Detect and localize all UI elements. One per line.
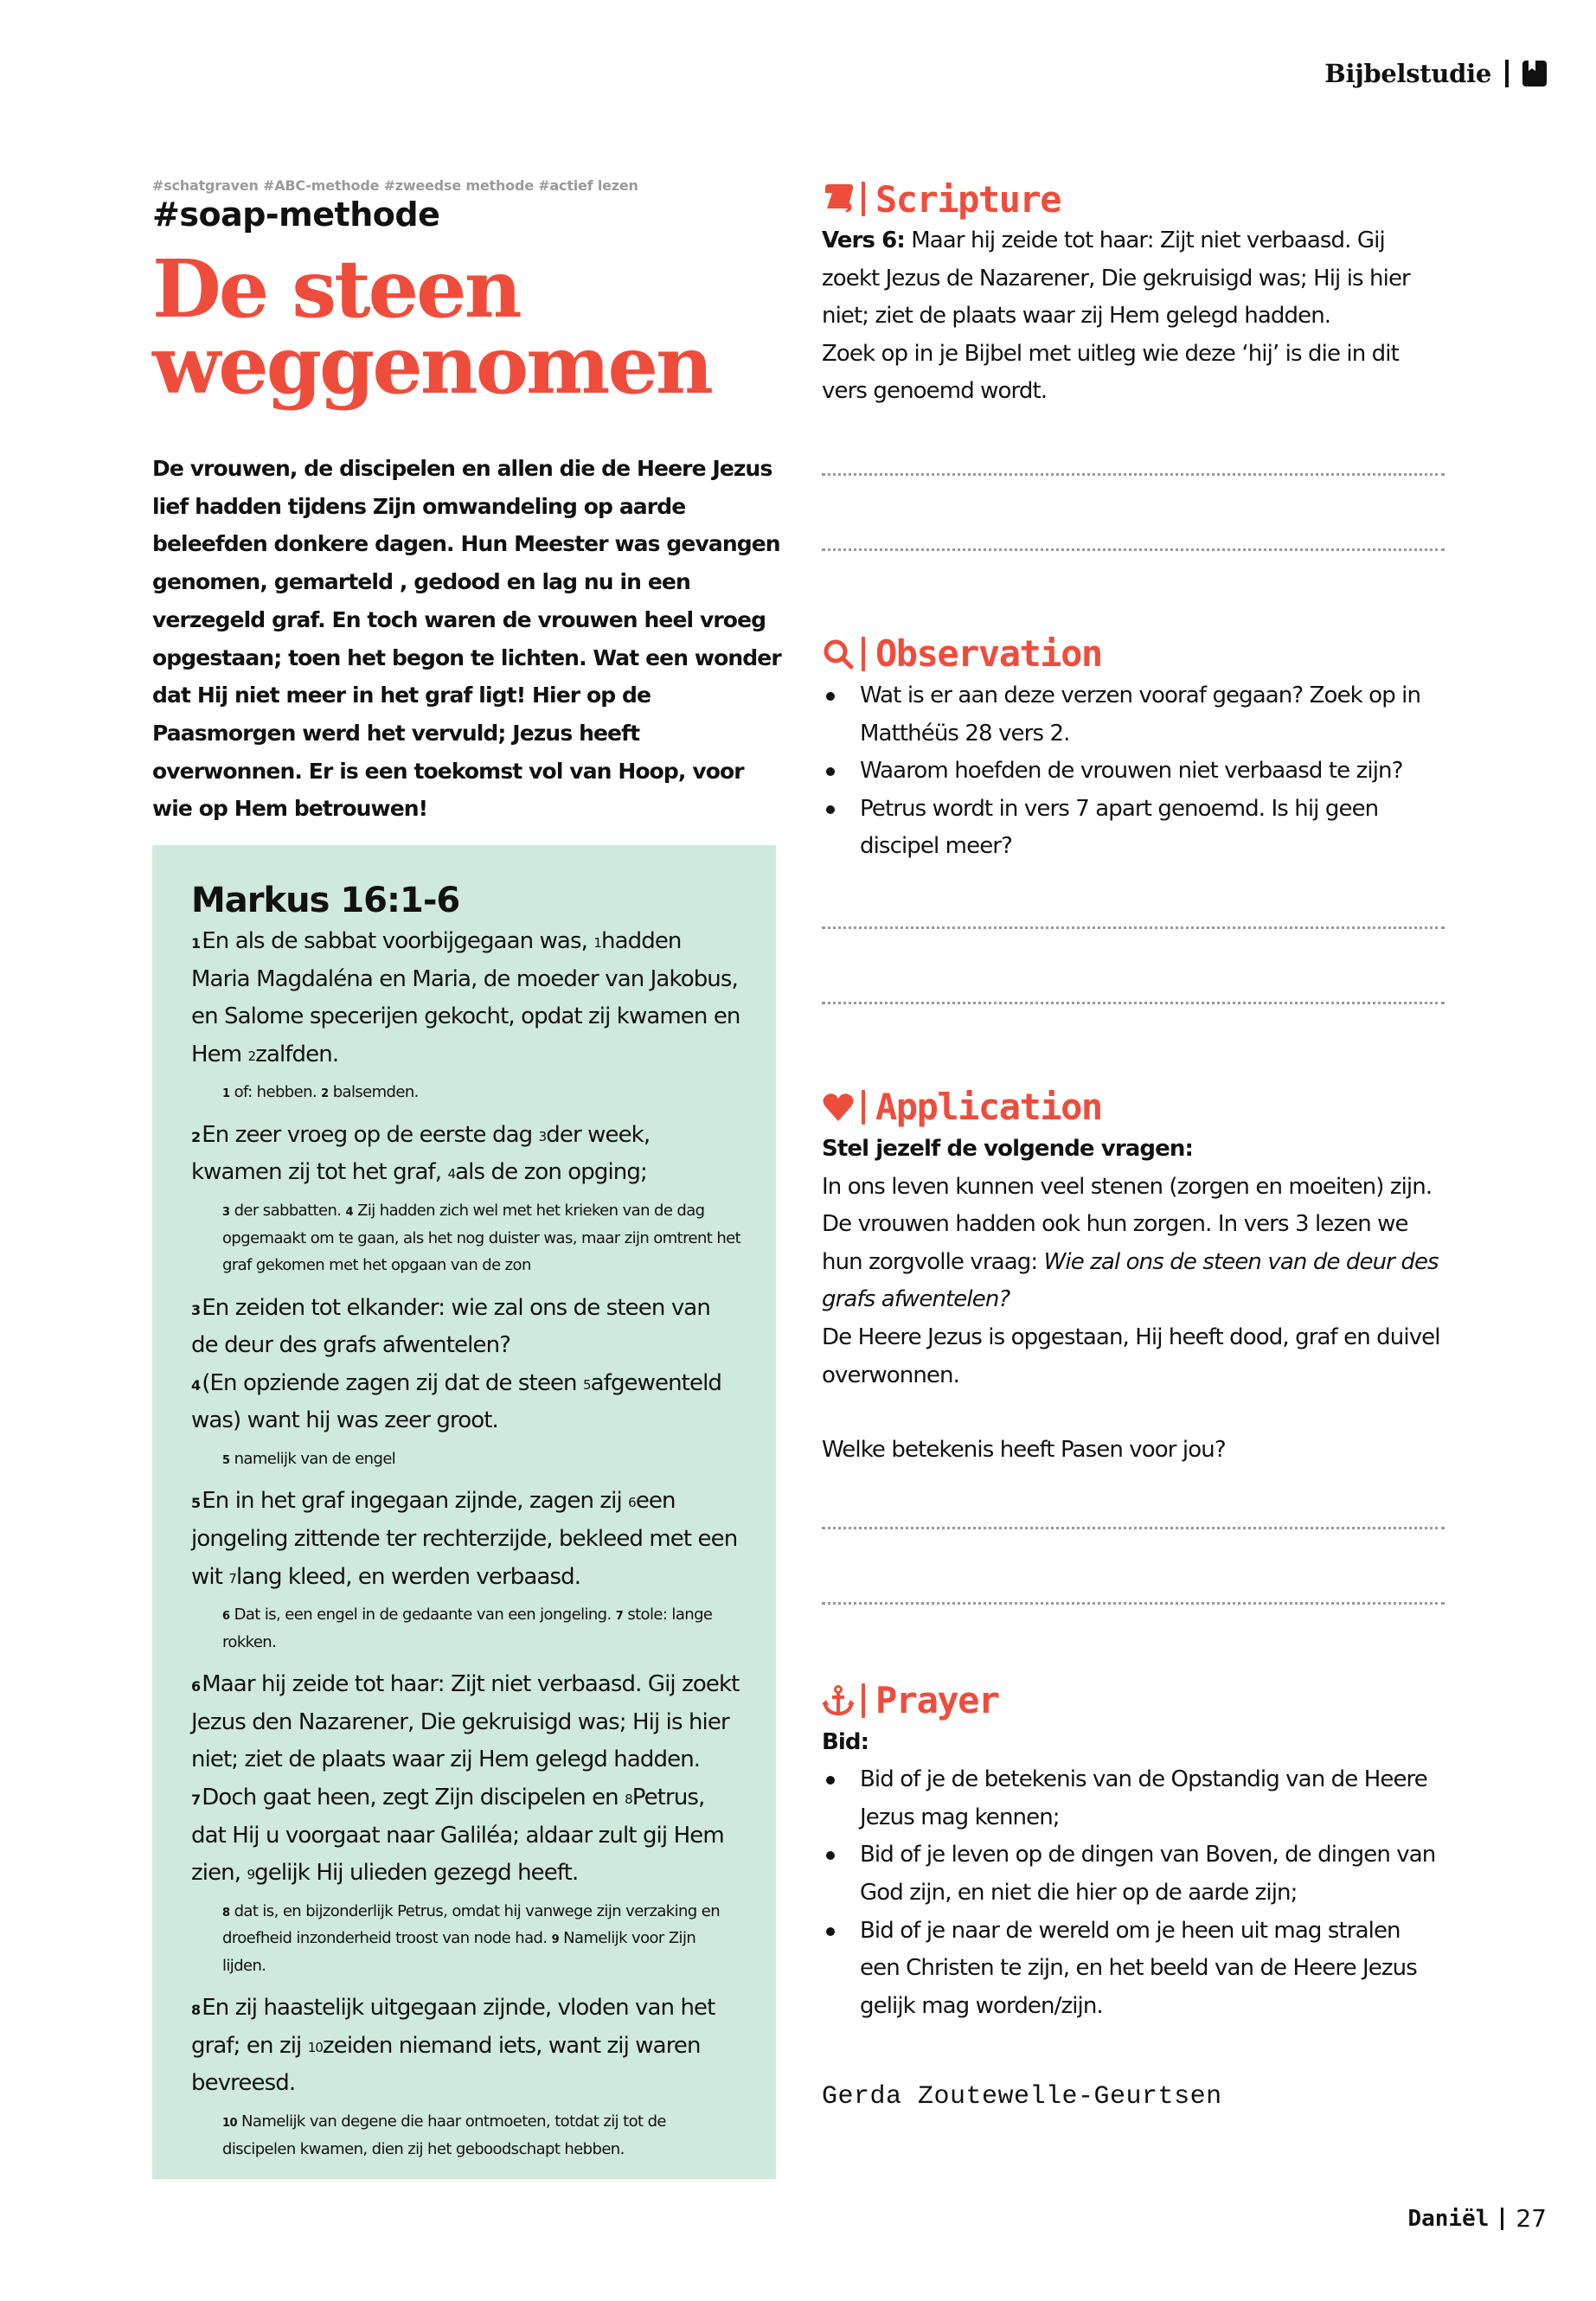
article-intro: [152, 177, 781, 828]
title-line-2: weggenomen: [152, 318, 711, 412]
observation-section: [822, 631, 1445, 1004]
scroll-icon: [822, 183, 855, 215]
bible-passage-box: [152, 845, 776, 2179]
list-item: Bid of je leven op de dingen van Boven, de dingen van God zijn, en niet die hier op de aarde zijn;: [822, 1836, 1445, 1912]
scripture-section: [822, 176, 1445, 551]
answer-line[interactable]: [822, 1602, 1445, 1605]
scripture-label: Scripture: [875, 177, 1061, 221]
heading-divider: [862, 182, 865, 216]
verse-6: $^6$Maar hij zeide tot haar: Zijt niet verbaasd. Gij zoekt Jezus den Nazarener, Die gekruisigd was; Hij is hier niet; ziet de plaats waar zij Hem gelegd hadden.: [191, 1671, 740, 1773]
heading-divider: [862, 1683, 865, 1718]
observation-label: Observation: [875, 632, 1102, 676]
observation-heading: [822, 631, 1445, 677]
hashtags: #schatgraven #ABC-methode #zweedse methode #actief lezen: [152, 177, 638, 194]
header-divider: [1505, 60, 1509, 87]
method-tag: #soap-methode: [152, 195, 440, 234]
bible-reference: Markus 16:1-6: [191, 881, 460, 920]
magazine-name: Daniël: [1407, 2205, 1490, 2232]
scripture-instruction: Zoek op in je Bijbel met uitleg wie deze ‘hij’ is die in dit vers genoemd wordt.: [822, 340, 1399, 405]
footnote-verse-5: $^6$ Dat is, een engel in de gedaante van een jongeling. $^7$ stole: lange rokken.: [222, 1606, 713, 1651]
page-number: 27: [1516, 2204, 1547, 2233]
answer-line[interactable]: [822, 926, 1445, 929]
page-footer: [1407, 2204, 1547, 2233]
application-paragraph: In ons leven kunnen veel stenen (zorgen en moeiten) zijn. De vrouwen hadden ook hun zorgen. In vers 3 lezen we hun zorgvolle vraag: Wie zal ons de steen van de deur des grafs afwentelen?: [822, 1173, 1439, 1313]
list-item: Petrus wordt in vers 7 apart genoemd. Is hij geen discipel meer?: [822, 791, 1445, 866]
prayer-label: Prayer: [875, 1679, 999, 1722]
verse-2: $^2$En zeer vroeg op de eerste dag $^3$der week, kwamen zij tot het graf, $^4$als de zon opging;: [191, 1121, 651, 1186]
heading-divider: [862, 637, 865, 671]
list-item: Bid of je de betekenis van de Opstandig van de Heere Jezus mag kennen;: [822, 1761, 1445, 1836]
prayer-list: [822, 1761, 1445, 2025]
anchor-icon: [822, 1684, 855, 1717]
prayer-lead: Bid:: [822, 1728, 869, 1755]
application-paragraph-2: De Heere Jezus is opgestaan, Hij heeft dood, graf en duivel overwonnen.: [822, 1324, 1440, 1388]
list-item: Wat is er aan deze verzen vooraf gegaan? Zoek op in Matthéüs 28 vers 2.: [822, 677, 1445, 753]
page-header: [1324, 59, 1547, 88]
author-name: Gerda Zoutewelle-Geurtsen: [822, 2082, 1222, 2112]
list-item: Waarom hoefden de vrouwen niet verbaasd te zijn?: [822, 753, 1445, 791]
footnote-verse-4: $^5$ namelijk van de engel: [222, 1449, 396, 1468]
verse-1: $^1$En als de sabbat voorbijgegaan was, $^1$hadden Maria Magdaléna en Maria, de moeder van Jakobus, en Salome specerijen gekocht, opdat zij kwamen en Hem $^2$zalfden.: [191, 928, 740, 1067]
intro-paragraph: De vrouwen, de discipelen en allen die de Heere Jezus lief hadden tijdens Zijn omwandeling op aarde beleefden donkere dagen. Hun Meester was gevangen genomen, gemarteld , gedood en lag nu in een verzegeld graf. En toch waren de vrouwen heel vroeg opgestaan; toen het begon te lichten. Wat een wonder dat Hij niet meer in het graf ligt! Hier op de Paasmorgen werd het vervuld; Jezus heeft overwonnen. Er is een toekomst vol van Hoop, voor wie op Hem betrouwen!: [152, 456, 781, 822]
answer-line[interactable]: [822, 1002, 1445, 1004]
application-question: Welke betekenis heeft Pasen voor jou?: [822, 1437, 1226, 1464]
scripture-heading: [822, 176, 1445, 222]
observation-list: [822, 677, 1445, 866]
answer-line[interactable]: [822, 1527, 1445, 1529]
heading-divider: [862, 1090, 865, 1125]
soap-column: [822, 176, 1445, 2112]
verse-8: $^8$En zij haastelijk uitgegaan zijnde, vloden van het graf; en zij $^{10}$zeiden niemand iets, want zij waren bevreesd.: [191, 1995, 715, 2097]
heart-icon: [822, 1091, 855, 1124]
footnote-verse-2: $^3$ der sabbatten. $^4$ Zij hadden zich wel met het krieken van de dag opgemaakt om te gaan, als het nog duister was, maar zijn omtrent het graf gekomen met het opgaan van de zon: [222, 1202, 741, 1275]
section-label: Bijbelstudie: [1324, 59, 1491, 88]
footnote-verse-7: $^8$ dat is, en bijzonderlijk Petrus, omdat hij vanwege zijn verzaking en droefheid inzonderheid troost van node had. $^9$ Namelijk voor Zijn lijden.: [222, 1901, 721, 1975]
verse-3: $^3$En zeiden tot elkander: wie zal ons de steen van de deur des grafs afwentelen?: [191, 1294, 710, 1359]
prayer-section: [822, 1677, 1445, 2112]
article-title: [152, 242, 777, 412]
footnote-verse-8: $^{10}$ Namelijk van degene die haar ontmoeten, totdat zij tot de discipelen kwamen, dien zij het geboodschapt hebben.: [222, 2112, 666, 2158]
prayer-heading: [822, 1677, 1445, 1724]
answer-line[interactable]: [822, 548, 1445, 551]
book-bookmark-icon: [1522, 61, 1547, 87]
application-lead: Stel jezelf de volgende vragen:: [822, 1135, 1193, 1162]
magnifier-icon: [822, 638, 855, 670]
footer-divider: [1501, 2208, 1503, 2230]
footnote-verse-1: $^1$ of: hebben. $^2$ balsemden.: [222, 1083, 419, 1102]
verse-4: $^4$(En opziende zagen zij dat de steen $^5$afgewenteld was) want hij was zeer groot.: [191, 1369, 721, 1434]
verse-7: $^7$Doch gaat heen, zegt Zijn discipelen en $^8$Petrus, dat Hij u voorgaat naar Galiléa; aldaar zult gij Hem zien, $^9$gelijk Hij ulieden gezegd heeft.: [191, 1785, 724, 1887]
application-heading: [822, 1084, 1445, 1131]
title-line-1: De steen: [152, 242, 520, 336]
application-section: [822, 1084, 1445, 1605]
verse-5: $^5$En in het graf ingegaan zijnde, zagen zij $^6$een jongeling zittende ter rechterzijde, bekleed met een wit $^7$lang kleed, en werden verbaasd.: [191, 1488, 738, 1590]
answer-line[interactable]: [822, 473, 1445, 476]
list-item: Bid of je naar de wereld om je heen uit mag stralen een Christen te zijn, en het beeld van de Heere Jezus gelijk mag worden/zijn.: [822, 1913, 1445, 2026]
scripture-text: Vers 6: Maar hij zeide tot haar: Zijt niet verbaasd. Gij zoekt Jezus de Nazarener, Die gekruisigd was; Hij is hier niet; ziet de plaats waar zij Hem gelegd hadden.: [822, 228, 1410, 330]
application-label: Application: [875, 1086, 1102, 1129]
